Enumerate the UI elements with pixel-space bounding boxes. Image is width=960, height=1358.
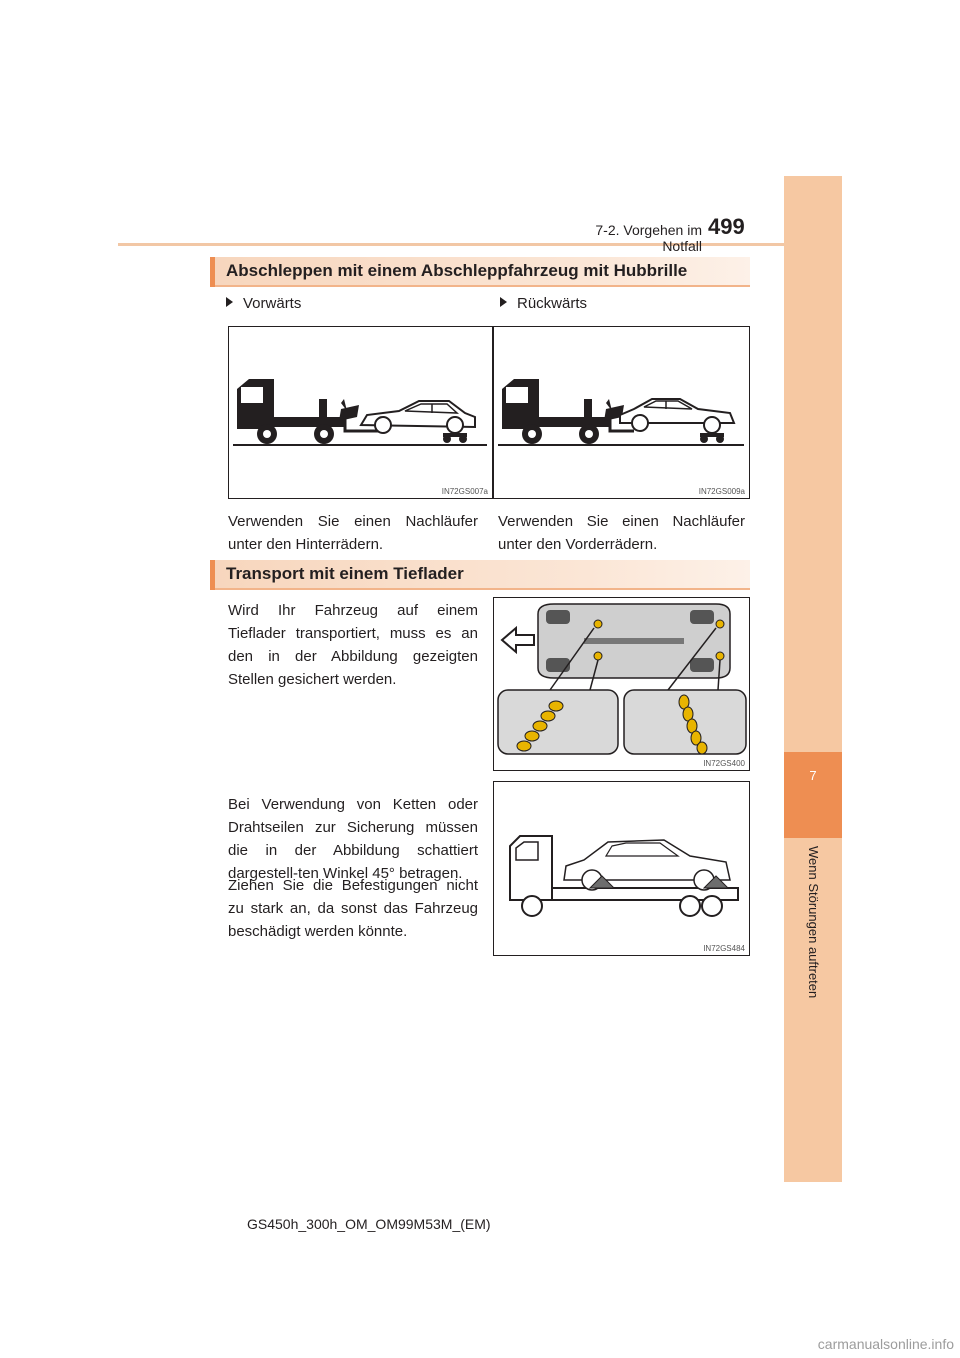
watermark: carmanualsonline.info [817,1336,954,1352]
figure-tow-backward [493,326,750,499]
footer-model-code: GS450h_300h_OM_OM99M53M_(EM) [247,1216,491,1232]
caption-forward: Verwenden Sie einen Nachläufer unter den Hinterrädern. [228,513,478,553]
page-number: 499 [708,214,745,239]
underbody-tie-down-illustration [494,598,749,770]
tow-truck-backward-illustration [494,327,749,498]
section-label: 7-2. Vorgehen im Notfall [595,222,702,254]
figure-tow-forward [228,326,493,499]
section-heading-tow-dolly [210,257,750,287]
sub-label-backward [500,295,587,312]
header-rule [118,243,840,246]
sub-label-text: Rückwärts [517,295,588,312]
heading-accent [210,257,215,287]
triangle-bullet-icon [226,297,233,307]
figure-code: IN72GS007a [441,487,488,496]
figure-tie-down-points [493,597,750,771]
section-heading-flatbed [210,560,750,590]
tow-truck-forward-illustration [229,327,492,498]
chapter-title-wrap [784,846,842,1086]
section-heading-text: Abschleppen mit einem Abschleppfahrzeug mit Hubbrille [226,261,688,280]
figure-flatbed-angle [493,781,750,956]
triangle-bullet-icon [500,297,507,307]
figure-code: IN72GS400 [703,759,745,768]
paragraph-fastening-warning: Ziehen Sie die Befestigungen nicht zu stark an, da sonst das Fahrzeug beschädigt werden könnte. [228,877,478,940]
section-heading-text: Transport mit einem Tieflader [226,564,464,583]
flatbed-truck-illustration [494,782,749,955]
paragraph-chain-angle: Bei Verwendung von Ketten oder Drahtseilen zur Sicherung müssen die in der Abbildung schattiert dargestell-ten Winkel 45° betragen. [228,796,478,882]
heading-accent [210,560,215,590]
caption-backward: Verwenden Sie einen Nachläufer unter den Vorderrädern. [498,513,745,553]
chapter-number: 7 [809,768,817,783]
figure-code: IN72GS009a [698,487,745,496]
sub-label-forward [226,295,301,312]
chapter-title: Wenn Störungen auftreten [806,846,821,999]
figure-code: IN72GS484 [703,944,745,953]
chapter-tab-marker [784,752,842,838]
sub-label-text: Vorwärts [243,295,302,312]
paragraph-flatbed-intro: Wird Ihr Fahrzeug auf einem Tieflader transportiert, muss es an den in der Abbildung gezeigten Stellen gesichert werden. [228,602,478,688]
